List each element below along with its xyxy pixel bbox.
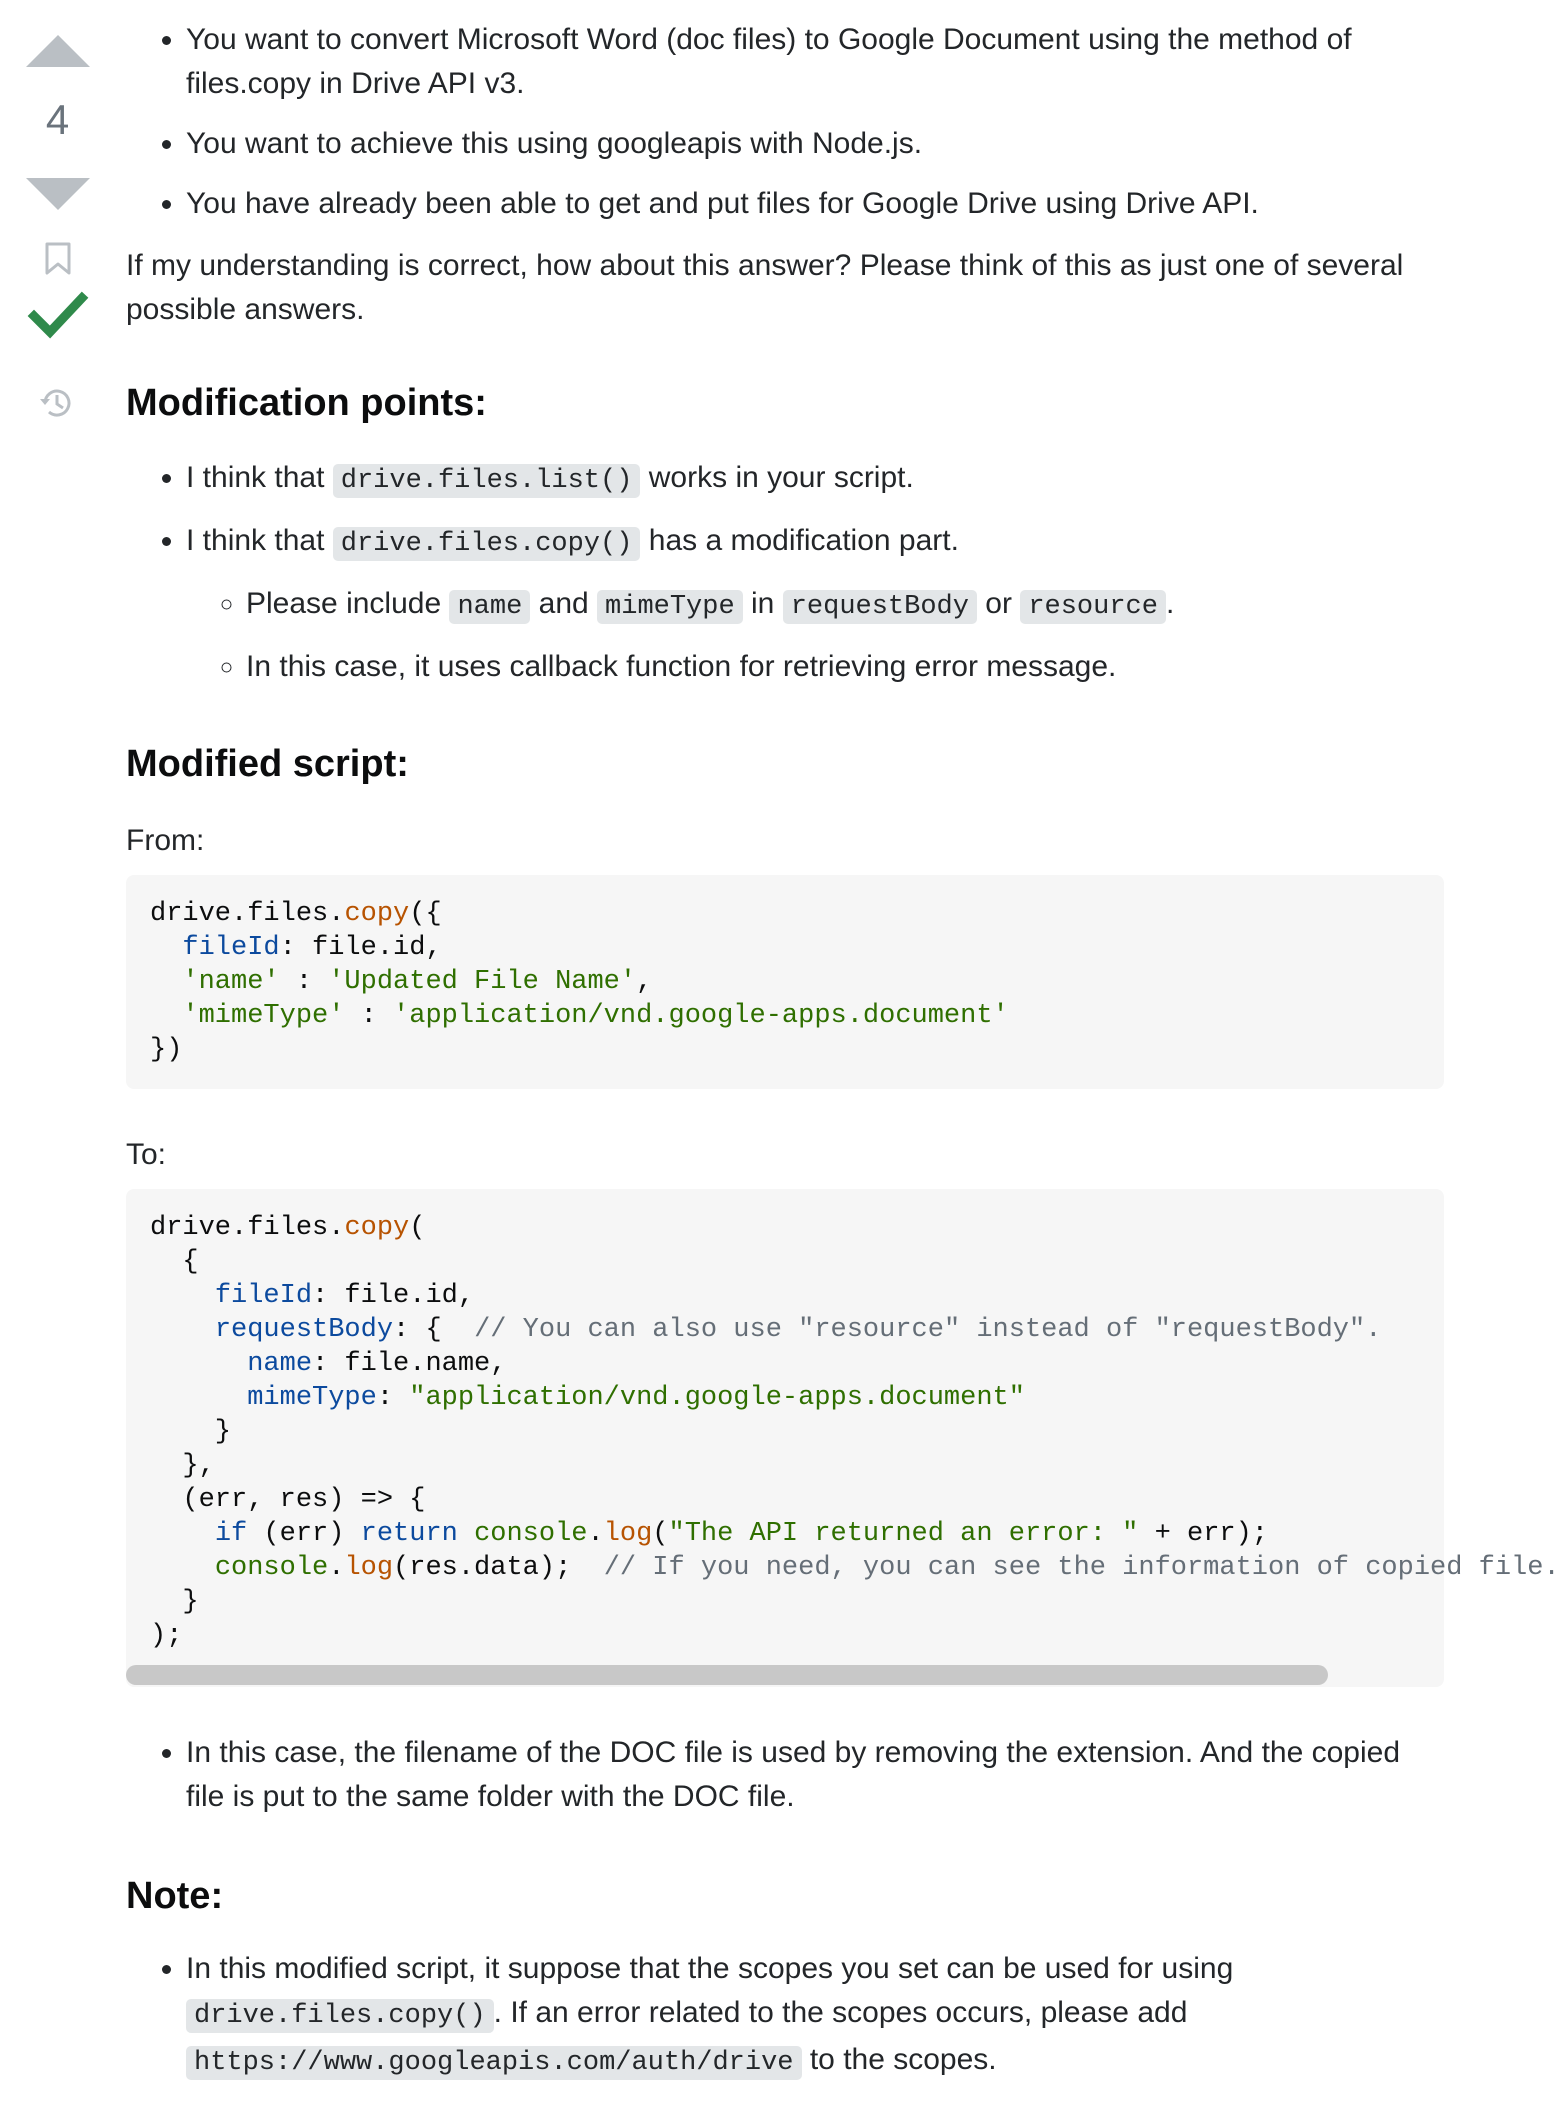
inline-code: mimeType xyxy=(597,590,743,624)
note-heading: Note: xyxy=(126,1875,224,1917)
to-code-block: drive.files.copy( { fileId: file.id, requestBody: { // You can also use "resource" instead of "requestBody". name: file.name, mimeType: "application/vnd.google-apps.document" } }, (err, res) => { if (err) return console.log("The API returned an error: " + err); console.log(res.data); // If you need, you can see the information of copied file. } ); xyxy=(126,1189,1444,1663)
inline-code: name xyxy=(449,590,530,624)
modification-list xyxy=(126,456,1444,689)
list-item: • You have already been able to get and put files for Google Drive using Drive API. xyxy=(186,182,1444,226)
modified-script-heading: Modified script: xyxy=(126,743,409,785)
to-label: To: xyxy=(126,1138,167,1171)
accepted-check-icon xyxy=(30,290,86,345)
list-item: • You want to convert Microsoft Word (doc files) to Google Document using the method of files.copy in Drive API v3. xyxy=(186,18,1444,106)
history-icon[interactable] xyxy=(38,384,76,427)
list-item: • I think that drive.files.copy() has a modification part. ◦ Please include name and mimeType in requestBody or resource . ◦ In this case, it uses callback function for retrieving error message. xyxy=(186,519,1444,689)
intro-list xyxy=(126,18,1444,226)
answer-body xyxy=(126,0,1560,2101)
inline-code: drive.files.copy() xyxy=(333,527,641,561)
list-item: • You want to achieve this using googleapis with Node.js. xyxy=(186,122,1444,166)
note-list xyxy=(126,1947,1444,2085)
from-label: From: xyxy=(126,824,205,857)
modification-heading: Modification points: xyxy=(126,382,487,424)
vote-count: 4 xyxy=(45,96,70,143)
inline-code: https://www.googleapis.com/auth/drive xyxy=(186,2046,802,2080)
list-item: • In this modified script, it suppose that the scopes you set can be used for using drive.files.copy() . If an error related to the scopes occurs, please add https://www.googleapis.com/auth/drive to the scopes. xyxy=(186,1947,1444,2085)
code-scrollbar[interactable] xyxy=(126,1663,1444,1687)
upvote-arrow-icon[interactable] xyxy=(26,35,90,67)
code-scrollbar-thumb[interactable] xyxy=(126,1665,1328,1685)
list-item: • I think that drive.files.list() works in your script. xyxy=(186,456,1444,503)
inline-code: resource xyxy=(1020,590,1166,624)
after-code-list xyxy=(126,1731,1444,1819)
inline-code: drive.files.copy() xyxy=(186,1999,494,2033)
list-item: ◦ Please include name and mimeType in requestBody or resource . xyxy=(246,582,1444,629)
inline-code: requestBody xyxy=(783,590,977,624)
list-item: • In this case, the filename of the DOC file is used by removing the extension. And the copied file is put to the same folder with the DOC file. xyxy=(186,1731,1444,1819)
from-code-block: drive.files.copy({ fileId: file.id, 'name' : 'Updated File Name', 'mimeType' : 'application/vnd.google-apps.document' }) xyxy=(126,875,1444,1089)
bookmark-icon[interactable] xyxy=(45,242,71,281)
list-item: ◦ In this case, it uses callback function for retrieving error message. xyxy=(246,645,1444,689)
downvote-arrow-icon[interactable] xyxy=(26,178,90,210)
intro-paragraph: If my understanding is correct, how about this answer? Please think of this as just one of several possible answers. xyxy=(126,249,1404,326)
inline-code: drive.files.list() xyxy=(333,464,641,498)
sub-list xyxy=(186,582,1444,689)
